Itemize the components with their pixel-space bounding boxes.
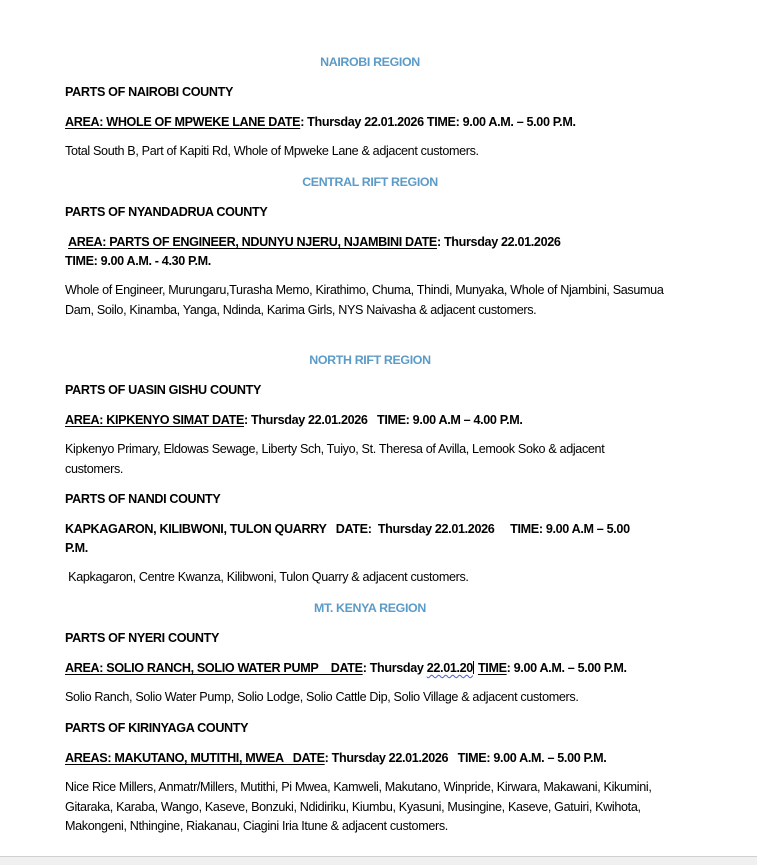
outage-schedule-nyeri: [65, 658, 627, 678]
date: : Thursday 22.01.2026: [436, 235, 561, 249]
affected-areas-nyeri: Solio Ranch, Solio Water Pump, Solio Lodge, Solio Cattle Dip, Solio Village & adjacent customers.: [65, 690, 579, 704]
time-label: TIME: [477, 661, 507, 675]
county-heading-nyandarua: PARTS OF NYANDADRUA COUNTY: [65, 205, 268, 219]
outage-schedule-nyandarua: [68, 232, 561, 252]
outage-time-nandi: P.M.: [65, 541, 88, 555]
affected-areas-kirinyaga: Nice Rice Millers, Anmatr/Millers, Mutithi, Pi Mwea, Kamweli, Makutano, Winpride, Kirwara, Makawani, Kikumini, Gitaraka, Karaba, Wango, Kaseve, Bonzuki, Ndidiriku, Kiumbu, Kyasuni, Musingine, Kaseve, Gatuiri, Kwihota, Makongeni, Nthingine, Riakanau, Ciagini Iria Itune & adjacent customers.: [65, 780, 652, 833]
county-heading-nyeri: PARTS OF NYERI COUNTY: [65, 631, 220, 645]
area-label: AREAS: MAKUTANO, MUTITHI, MWEA DATE: [65, 751, 325, 765]
outage-schedule-kirinyaga: [65, 748, 606, 768]
date-prefix: : Thursday: [362, 661, 427, 675]
date-spellcheck-flag[interactable]: 22.01.20: [426, 661, 473, 675]
date-time: : Thursday 22.01.2026 TIME: 9.00 A.M. – 5.00 P.M.: [324, 751, 607, 765]
county-heading-nairobi: PARTS OF NAIROBI COUNTY: [65, 85, 234, 99]
date-time: : Thursday 22.01.2026 TIME: 9.00 A.M. – 5.00 P.M.: [300, 115, 576, 129]
affected-areas-uasin-gishu: Kipkenyo Primary, Eldowas Sewage, Liberty Sch, Tuiyo, St. Theresa of Avilla, Lemook Soko & adjacent customers.: [65, 442, 605, 476]
outage-schedule-nandi: KAPKAGARON, KILIBWONI, TULON QUARRY DATE: Thursday 22.01.2026 TIME: 9.00 A.M – 5.00: [65, 522, 630, 536]
affected-areas-nairobi: Total South B, Part of Kapiti Rd, Whole of Mpweke Lane & adjacent customers.: [65, 144, 479, 158]
region-heading-nairobi: NAIROBI REGION: [320, 55, 420, 69]
outage-schedule-uasin-gishu: [65, 410, 523, 430]
outage-time-nyandarua: TIME: 9.00 A.M. - 4.30 P.M.: [65, 254, 211, 268]
region-heading-north-rift: NORTH RIFT REGION: [309, 353, 431, 367]
county-heading-nandi: PARTS OF NANDI COUNTY: [65, 492, 221, 506]
area-label: AREA: WHOLE OF MPWEKE LANE DATE: [65, 115, 301, 129]
text-cursor: [473, 661, 474, 674]
affected-areas-nandi: Kapkagaron, Centre Kwanza, Kilibwoni, Tulon Quarry & adjacent customers.: [65, 570, 469, 584]
county-heading-kirinyaga: PARTS OF KIRINYAGA COUNTY: [65, 721, 249, 735]
region-heading-central-rift: CENTRAL RIFT REGION: [302, 175, 438, 189]
time-range: : 9.00 A.M. – 5.00 P.M.: [506, 661, 627, 675]
area-label: AREA: KIPKENYO SIMAT DATE: [65, 413, 244, 427]
area-label: AREA: PARTS OF ENGINEER, NDUNYU NJERU, NJAMBINI DATE: [68, 235, 437, 249]
affected-areas-nyandarua: Whole of Engineer, Murungaru,Turasha Memo, Kirathimo, Chuma, Thindi, Munyaka, Whole of Njambini, Sasumua Dam, Soilo, Kinamba, Yanga, Ndinda, Karima Girls, NYS Naivasha & adjacent customers.: [65, 283, 664, 317]
region-heading-mt-kenya: MT. KENYA REGION: [314, 601, 426, 615]
date-time: : Thursday 22.01.2026 TIME: 9.00 A.M – 4.00 P.M.: [244, 413, 523, 427]
county-heading-uasin-gishu: PARTS OF UASIN GISHU COUNTY: [65, 383, 262, 397]
area-label: AREA: SOLIO RANCH, SOLIO WATER PUMP DATE: [65, 661, 363, 675]
outage-schedule-nairobi: [65, 112, 576, 132]
